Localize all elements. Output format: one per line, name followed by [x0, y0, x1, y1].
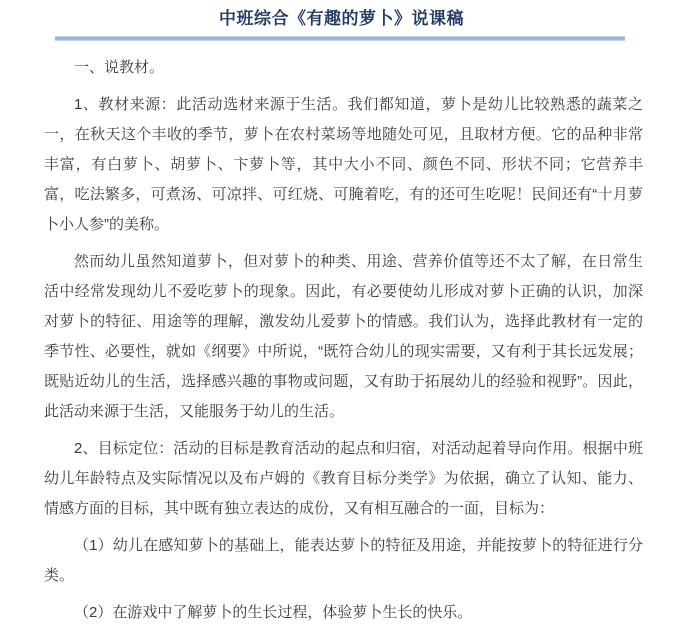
paragraph-goal-1: （1）幼儿在感知萝卜的基础上，能表达萝卜的特征及用途，并能按萝卜的特征进行分类。 [44, 537, 643, 584]
paragraph-goal-positioning: 2、目标定位：活动的目标是教育活动的起点和归宿，对活动起着导向作用。根据中班幼儿年龄特点及实际情况以及布卢姆的《教育目标分类学》为依据，确立了认知、能力、情感方面的目标，其中既有独立表达的成份，又有相互融合的一面，目标为： [44, 440, 643, 517]
section-heading: 一、说教材。 [74, 59, 165, 76]
document-body [0, 41, 683, 628]
paragraph-goal-2: （2）在游戏中了解萝卜的生长过程，体验萝卜生长的快乐。 [74, 604, 473, 621]
paragraph-rationale: 然而幼儿虽然知道萝卜，但对萝卜的种类、用途、营养价值等还不太了解，在日常生活中经常发现幼儿不爱吃萝卜的现象。因此，有必要使幼儿形成对萝卜正确的认识，加深对萝卜的特征、用途等的理解，激发幼儿爱萝卜的情感。我们认为，选择此教材有一定的季节性、必要性，就如《纲要》中所说，“既符合幼儿的现实需要，又有利于其长远发展；既贴近幼儿的生活，选择感兴趣的事物或问题，又有助于拓展幼儿的经验和视野”。因此，此活动来源于生活，又能服务于幼儿的生活。 [44, 253, 643, 420]
document-title: 中班综合《有趣的萝卜》说课稿 [219, 9, 464, 28]
paragraph-material-source: 1、教材来源：此活动选材来源于生活。我们都知道，萝卜是幼儿比较熟悉的蔬菜之一，在秋天这个丰收的季节，萝卜在农村菜场等地随处可见，且取材方便。它的品种非常丰富，有白萝卜、胡萝卜、卞萝卜等，其中大小不同、颜色不同、形状不同；它营养丰富，吃法繁多，可煮汤、可凉拌、可红烧、可腌着吃，有的还可生吃呢！民间还有“十月萝卜小人参”的美称。 [44, 96, 643, 233]
